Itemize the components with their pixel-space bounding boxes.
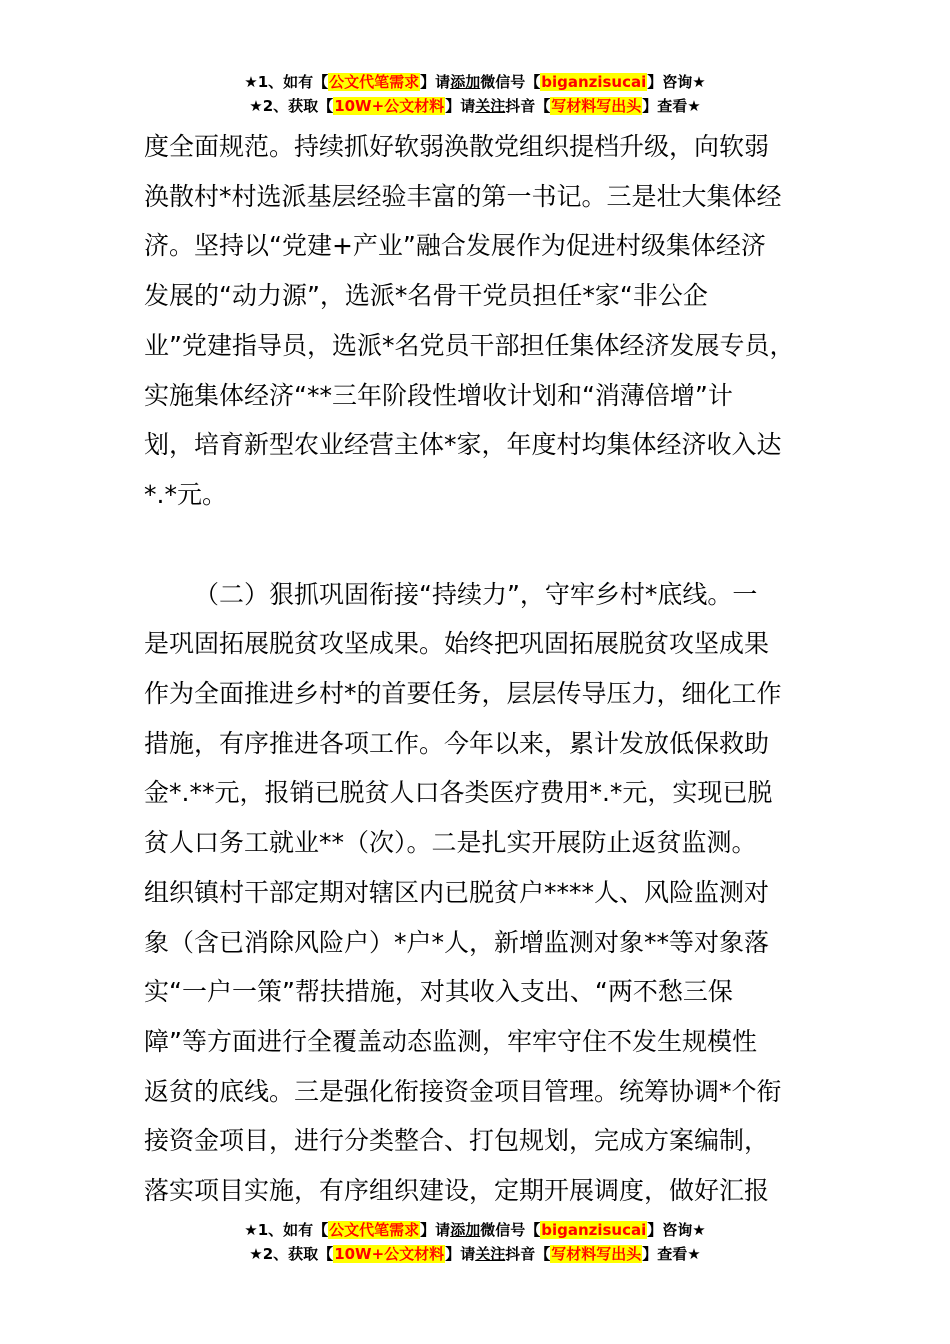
banner-highlight-douyin-id: 写材料写出头 (551, 97, 642, 115)
body-line: 措施，有序推进各项工作。今年以来，累计发放低保救助 (144, 728, 770, 758)
banner-text: 】请 (445, 1245, 476, 1263)
paragraph-2 (144, 570, 810, 1216)
banner-text: ★2、获取【 (249, 1245, 334, 1263)
body-line: 涣散村*村选派基层经验丰富的第一书记。三是壮大集体经 (144, 181, 782, 211)
body-line: 返贫的底线。三是强化衔接资金项目管理。统筹协调*个衔 (144, 1076, 782, 1106)
body-line: 象（含已消除风险户）*户*人，新增监测对象**等对象落 (144, 927, 770, 957)
banner-highlight-service: 公文代笔需求 (329, 1221, 420, 1239)
banner-text: 】请 (420, 1221, 451, 1239)
banner-text: ★1、如有【 (244, 1221, 329, 1239)
body-line: 是巩固拓展脱贫攻坚成果。始终把巩固拓展脱贫攻坚成果 (144, 629, 770, 659)
body-line: 业”党建指导员，选派*名党员干部担任集体经济发展专员， (144, 330, 795, 360)
banner-underlined-text: 关注 (475, 97, 506, 115)
banner-text: ★2、获取【 (249, 97, 334, 115)
body-line: 作为全面推进乡村*的首要任务，层层传导压力，细化工作 (144, 679, 782, 709)
body-line: 落实项目实施，有序组织建设，定期开展调度，做好汇报 (144, 1176, 770, 1206)
body-line: 度全面规范。持续抓好软弱涣散党组织提档升级，向软弱 (144, 132, 770, 161)
body-line: 贫人口务工就业**（次）。二是扎实开展防止返贫监测。 (144, 828, 757, 858)
banner-highlight-materials: 10W+公文材料 (334, 97, 445, 115)
banner-highlight-service: 公文代笔需求 (329, 73, 420, 91)
banner-highlight-wechat-id: biganzisucai (541, 1221, 647, 1239)
banner-text: 】咨询★ (647, 73, 706, 91)
body-line: 接资金项目，进行分类整合、打包规划，完成方案编制， (144, 1126, 770, 1156)
banner-highlight-wechat-id: biganzisucai (541, 73, 647, 91)
body-line: 障”等方面进行全覆盖动态监测，牢牢守住不发生规模性 (144, 1026, 757, 1056)
banner-text: 】咨询★ (647, 1221, 706, 1239)
paragraph-1 (144, 122, 810, 520)
banner-underlined-text: 添加 (450, 1221, 481, 1239)
body-line: 济。坚持以“党建+产业”融合发展作为促进村级集体经济 (144, 231, 766, 261)
header-banner-line-1 (0, 70, 950, 94)
footer-banner (0, 1218, 950, 1266)
body-line: 实“一户一策”帮扶措施，对其收入支出、“两不愁三保 (144, 977, 733, 1007)
body-line: *.*元。 (144, 479, 227, 509)
body-line: 实施集体经济“**三年阶段性增收计划和“消薄倍增”计 (144, 380, 733, 410)
banner-text: ★1、如有【 (244, 73, 329, 91)
body-line: 发展的“动力源”，选派*名骨干党员担任*家“非公企 (144, 281, 708, 311)
banner-text: 】查看★ (642, 1245, 701, 1263)
banner-text: 抖音【 (505, 97, 551, 115)
banner-highlight-materials: 10W+公文材料 (334, 1245, 445, 1263)
banner-text: 微信号【 (480, 73, 541, 91)
banner-text: 】查看★ (642, 97, 701, 115)
footer-banner-line-1 (0, 1218, 950, 1242)
header-banner (0, 70, 950, 118)
banner-underlined-text: 添加 (450, 73, 481, 91)
body-line-indented: （二）狠抓巩固衔接“持续力”，守牢乡村*底线。一 (194, 579, 758, 609)
banner-text: 抖音【 (505, 1245, 551, 1263)
body-line: 金*.**元，报销已脱贫人口各类医疗费用*.*元，实现已脱 (144, 778, 773, 808)
body-line: 组织镇村干部定期对辖区内已脱贫户****人、风险监测对 (144, 877, 770, 907)
banner-text: 微信号【 (480, 1221, 541, 1239)
body-line: 划，培育新型农业经营主体*家，年度村均集体经济收入达 (144, 430, 782, 460)
banner-text: 】请 (445, 97, 476, 115)
footer-banner-line-2 (0, 1242, 950, 1266)
banner-highlight-douyin-id: 写材料写出头 (551, 1245, 642, 1263)
header-banner-line-2 (0, 94, 950, 118)
document-body (144, 122, 810, 1216)
banner-underlined-text: 关注 (475, 1245, 506, 1263)
banner-text: 】请 (420, 73, 451, 91)
paragraph-spacer (144, 520, 810, 570)
